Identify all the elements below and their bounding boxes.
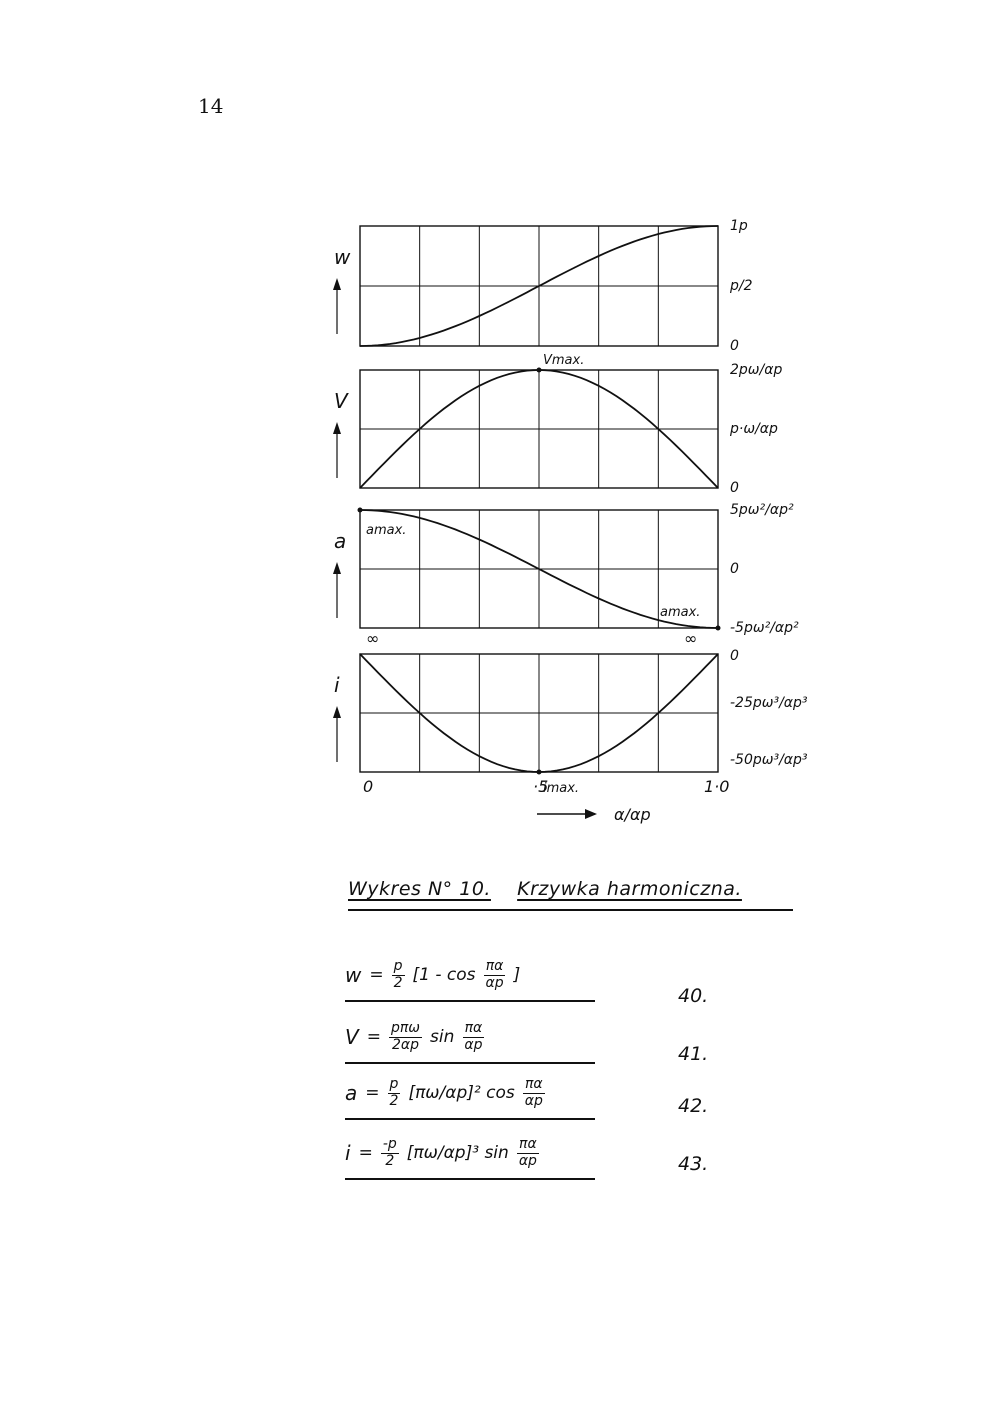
figure-caption [348,878,793,900]
y-right-label: 0 [730,338,739,354]
data-point [610,392,611,393]
panel-i [333,629,808,796]
y-axis-arrowhead [333,278,341,290]
y-axis-arrowhead [333,422,341,434]
fraction-numerator: πα [519,1136,537,1153]
data-point [359,653,360,654]
data-point [503,766,504,767]
equation-argument [517,1137,539,1169]
y-right-label: -5pω²/αp² [730,620,799,636]
y-axis-arrowhead [333,706,341,718]
x-axis-arrow [537,809,597,819]
equation-body: [πω/αp]³ sin [406,1143,509,1163]
fraction-denominator: αp [518,1152,537,1169]
data-point [359,487,360,488]
equation-41 [345,1012,595,1064]
panel-V [333,353,782,496]
equals-sign: = [369,965,384,985]
fraction-numerator: πα [464,1020,483,1037]
data-point [467,749,468,750]
data-point [682,228,683,229]
y-right-label: 0 [730,561,739,577]
data-point [467,321,468,322]
fraction-denominator: 2 [385,1152,395,1169]
fraction-numerator: -p [382,1136,397,1153]
data-point [359,345,360,346]
equation-number: 40. [678,985,709,1007]
data-point [717,225,718,226]
data-point [717,487,718,488]
equation-coefficient [381,1137,399,1169]
data-point [467,392,468,393]
panel-a [333,502,799,636]
fraction-numerator: πα [524,1076,543,1093]
equation-coefficient [389,1021,422,1053]
y-right-label: -50pω³/αp³ [730,752,808,768]
data-point [574,375,575,376]
fraction-denominator: αp [524,1092,543,1109]
annotation-label: Vmax. [543,353,585,368]
equation-number: 43. [678,1153,709,1175]
equation-number: 41. [678,1043,709,1065]
fraction-numerator: πα [485,958,504,975]
caption-figure-number: Wykres N° 10. [348,878,491,900]
data-point [682,690,683,691]
equation-tail: ] [513,965,521,985]
data-point [538,568,539,569]
equals-sign: = [358,1143,373,1163]
equation-coefficient [392,959,405,991]
fraction-denominator: αp [485,974,504,991]
equation-number: 42. [678,1095,709,1117]
x-tick-label: 1·0 [704,777,730,796]
annotation-marker [358,508,363,513]
annotation-marker [537,770,542,775]
x-tick-label: 0 [363,777,374,796]
panel-w [333,218,753,354]
equals-sign: = [365,1083,380,1103]
caption-rule [348,909,793,911]
y-axis-arrowhead [333,562,341,574]
fraction-numerator: pπω [390,1020,420,1037]
y-axis-label-i: i [334,673,340,697]
x-axis-label: α/αp [614,805,651,824]
data-point [503,375,504,376]
data-point [682,625,683,626]
annotation-label: imax. [543,781,580,796]
data-point [431,418,432,419]
data-point [646,418,647,419]
data-point [682,451,683,452]
fraction-numerator: p [393,958,403,975]
data-point [503,304,504,305]
data-point [646,237,647,238]
data-point [610,749,611,750]
equation-body: [1 - cos [412,965,476,985]
equation-body: sin [429,1027,455,1047]
y-right-label: 2pω/αp [730,362,783,378]
equation-lhs: V [345,1025,359,1049]
y-right-label: p/2 [730,278,753,294]
infinity-label: ∞ [366,629,380,648]
data-point [431,723,432,724]
data-point [610,250,611,251]
data-point [467,534,468,535]
data-point [395,512,396,513]
fraction-denominator: 2 [389,1092,399,1109]
y-axis-label-w: w [334,245,351,269]
y-right-label: -25pω³/αp³ [730,695,808,711]
annotation-marker [716,626,721,631]
equation-argument [523,1077,545,1109]
y-axis-label-a: a [334,529,347,553]
data-point [395,451,396,452]
equation-lhs: i [345,1141,351,1165]
data-point [431,521,432,522]
data-point [395,343,396,344]
page-number: 14 [198,94,224,118]
data-point [646,723,647,724]
caption-title: Krzywka harmoniczna. [517,878,742,900]
annotation-marker [537,368,542,373]
y-right-label: p·ω/αp [730,421,778,437]
data-point [574,587,575,588]
annotation-label: amax. [366,523,407,538]
equation-lhs: a [345,1081,358,1105]
y-axis-label-V: V [334,389,348,413]
fraction-denominator: 2αp [391,1036,419,1053]
y-right-label: 1p [730,218,748,234]
equals-sign: = [366,1027,381,1047]
equation-argument [484,959,506,991]
data-point [717,653,718,654]
equation-40 [345,950,595,1002]
equation-body: [πω/αp]² cos [408,1083,515,1103]
equation-coefficient [388,1077,401,1109]
fraction-denominator: αp [464,1036,483,1053]
equation-42 [345,1068,595,1120]
data-point [574,267,575,268]
data-point [395,690,396,691]
data-point [610,603,611,604]
y-right-label: 0 [730,648,739,664]
equation-argument [462,1021,484,1053]
y-right-label: 0 [730,480,739,496]
annotation-label: amax. [660,605,701,620]
data-point [431,334,432,335]
equation-lhs: w [345,963,362,987]
x-tick-label: ·5 [533,777,549,796]
data-point [646,616,647,617]
infinity-label: ∞ [684,629,698,648]
data-point [574,766,575,767]
fraction-numerator: p [389,1076,399,1093]
y-right-label: 5pω²/αp² [730,502,794,518]
fraction-denominator: 2 [393,974,403,991]
data-point [503,550,504,551]
equation-43 [345,1128,595,1180]
data-point [538,285,539,286]
